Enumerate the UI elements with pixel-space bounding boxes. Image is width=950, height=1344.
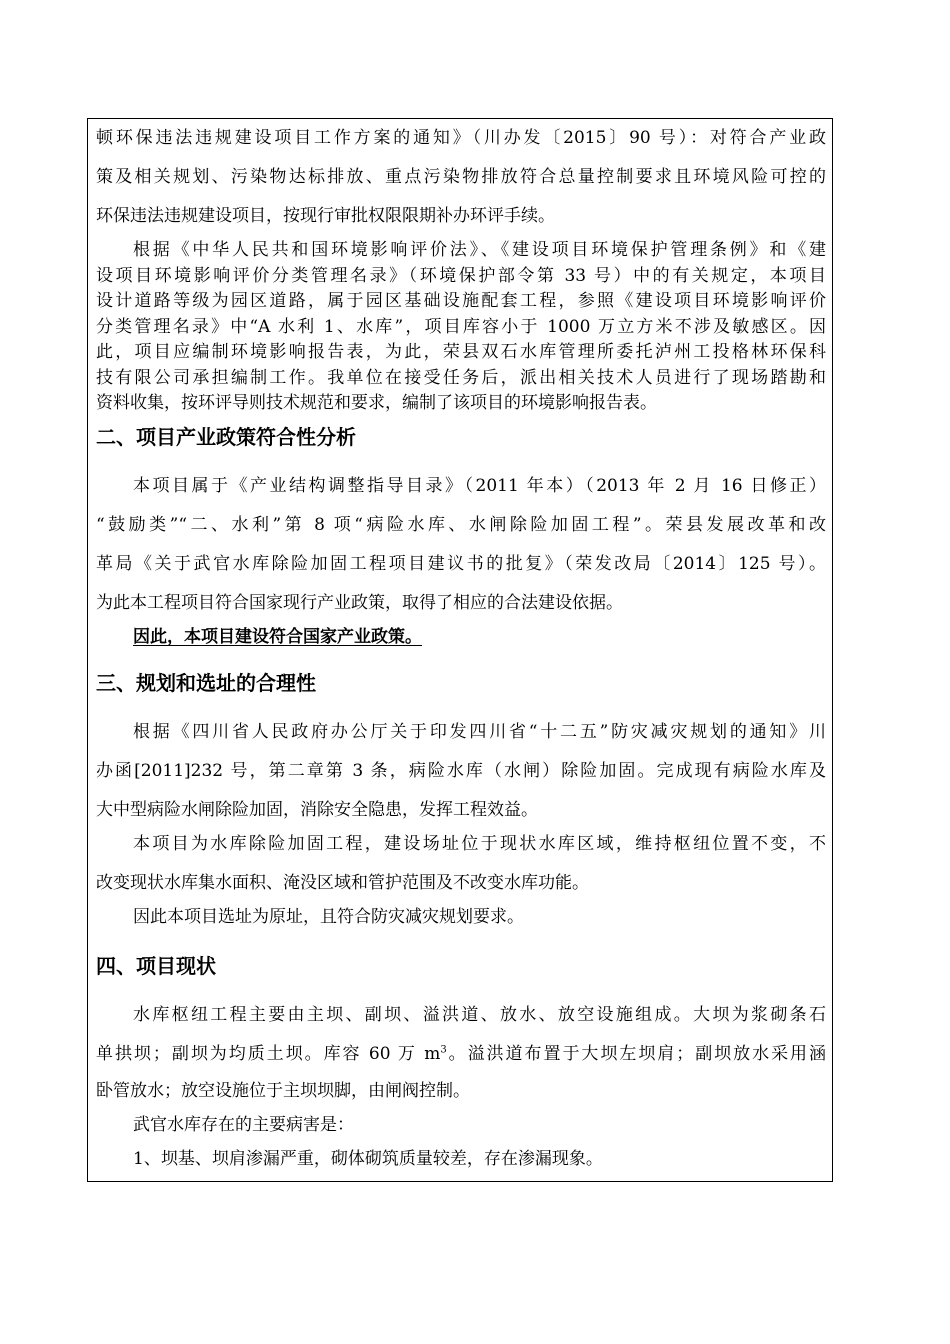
conclusion-text: 因此，本项目建设符合国家产业政策。 — [133, 627, 422, 647]
text-run: 单拱坝；副坝为均质土坝。库容 60 万 m — [96, 1044, 441, 1064]
paragraph-line: 设计道路等级为园区道路，属于园区基础设施配套工程，参照《建设项目环境影响评价 — [96, 291, 826, 311]
paragraph-line: 根据《中华人民共和国环境影响评价法》、《建设项目环境保护管理条例》和《建 — [133, 240, 826, 260]
paragraph-line: “鼓励类”“二、水利”第 8 项“病险水库、水闸除险加固工程”。荣县发展改革和改 — [96, 515, 826, 535]
paragraph-line: 革局《关于武官水库除险加固工程项目建议书的批复》（荣发改局〔2014〕125 号）。 — [96, 554, 826, 574]
paragraph-line: 设项目环境影响评价分类管理名录》（环境保护部令第 33 号）中的有关规定，本项目 — [96, 266, 826, 286]
paragraph-line: 分类管理名录》中“A 水利 1、水库”，项目库容小于 1000 万立方米不涉及敏感区。因 — [96, 317, 826, 337]
paragraph-line: 策及相关规划、污染物达标排放、重点污染物排放符合总量控制要求且环境风险可控的 — [96, 167, 826, 187]
paragraph-line — [96, 1043, 826, 1065]
paragraph-line: 此，项目应编制环境影响报告表，为此，荣县双石水库管理所委托泸州工投格林环保科 — [96, 342, 826, 362]
paragraph-line: 顿环保违法违规建设项目工作方案的通知》（川办发〔2015〕90 号）：对符合产业政 — [96, 128, 826, 148]
paragraph-line: 1、坝基、坝肩渗漏严重，砌体砌筑质量较差，存在渗漏现象。 — [133, 1149, 603, 1169]
paragraph-line: 武官水库存在的主要病害是： — [133, 1115, 354, 1135]
paragraph-line: 卧管放水；放空设施位于主坝坝脚，由闸阀控制。 — [96, 1081, 470, 1101]
paragraph-line: 大中型病险水闸除险加固，消除安全隐患，发挥工程效益。 — [96, 800, 538, 820]
paragraph-line: 水库枢纽工程主要由主坝、副坝、溢洪道、放水、放空设施组成。大坝为浆砌条石 — [133, 1005, 826, 1025]
section-heading: 三、规划和选址的合理性 — [96, 671, 316, 695]
section-heading: 二、项目产业政策符合性分析 — [96, 425, 356, 449]
section-heading: 四、项目现状 — [96, 954, 216, 978]
paragraph-line: 本项目为水库除险加固工程，建设场址位于现状水库区域，维持枢纽位置不变，不 — [133, 834, 826, 854]
paragraph-line: 根据《四川省人民政府办公厅关于印发四川省“十二五”防灾减灾规划的通知》川 — [133, 722, 826, 742]
text-run: 。溢洪道布置于大坝左坝肩；副坝放水采用涵 — [446, 1044, 826, 1064]
paragraph-line: 环保违法违规建设项目，按现行审批权限限期补办环评手续。 — [96, 206, 555, 226]
superscript: 3 — [440, 1044, 447, 1056]
paragraph-line: 因此本项目选址为原址，且符合防灾减灾规划要求。 — [133, 907, 524, 927]
paragraph-line: 为此本工程项目符合国家现行产业政策，取得了相应的合法建设依据。 — [96, 593, 623, 613]
paragraph-line: 改变现状水库集水面积、淹没区域和管护范围及不改变水库功能。 — [96, 873, 589, 893]
paragraph-line: 本项目属于《产业结构调整指导目录》（2011 年本）（2013 年 2 月 16 日修正） — [133, 476, 826, 496]
paragraph-line: 技有限公司承担编制工作。我单位在接受任务后，派出相关技术人员进行了现场踏勘和 — [96, 368, 826, 388]
paragraph-line: 资料收集，按环评导则技术规范和要求，编制了该项目的环境影响报告表。 — [96, 393, 657, 413]
paragraph-line: 办函[2011]232 号，第二章第 3 条，病险水库（水闸）除险加固。完成现有病险水库及 — [96, 761, 826, 781]
